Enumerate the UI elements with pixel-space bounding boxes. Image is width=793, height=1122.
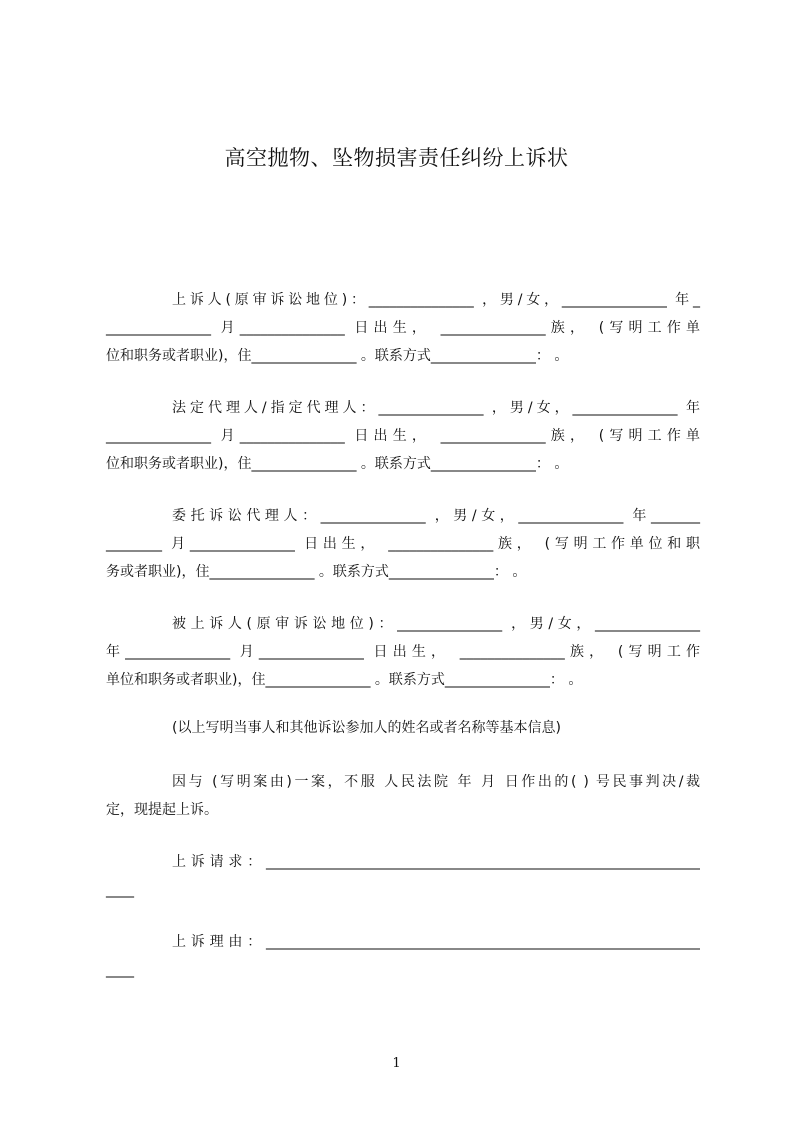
paragraph-line: 务或者职业)，住_______________ 。联系方式_______________： 。 <box>106 564 527 580</box>
document-title: 高空抛物、坠物损害责任纠纷上诉状 <box>224 146 569 170</box>
appeal-request-line: ____ <box>106 882 134 898</box>
appeal-reason-line: 上诉理由：______________________________________________________________ <box>172 934 700 950</box>
paragraph-line: 委托诉讼代理人：_______________ ，男/女，_______________ 年_______ <box>172 508 700 524</box>
page-number: 1 <box>392 1056 401 1071</box>
basic-info-note: (以上写明当事人和其他诉讼参加人的姓名或者名称等基本信息) <box>172 720 561 736</box>
paragraph-line: 年_______________ 月_______________ 日出生， _______________族， (写明工作 <box>106 644 700 660</box>
paragraph-line: 被上诉人(原审诉讼地位)：_______________ ，男/女，_______________ <box>172 616 700 632</box>
paragraph-line: 法定代理人/指定代理人：_______________ ，男/女，_______________ 年 <box>172 400 700 416</box>
paragraph-line: _______________ 月_______________ 日出生， _______________族， (写明工作单 <box>106 428 700 444</box>
paragraph-line: _______________ 月_______________ 日出生， _______________族， (写明工作单 <box>106 320 700 336</box>
paragraph-line: 上诉人(原审诉讼地位)：_______________ ，男/女，_______________ 年_ <box>172 292 700 308</box>
paragraph-line: 因与 (写明案由)一案，不服 人民法院 年 月 日作出的( ) 号民事判决/裁 <box>172 774 700 790</box>
appeal-reason-line: ____ <box>106 962 134 978</box>
paragraph-line: ________ 月_______________ 日出生， _______________族， (写明工作单位和职 <box>106 536 700 552</box>
paragraph-line: 位和职务或者职业)，住_______________ 。联系方式_______________： 。 <box>106 348 569 364</box>
paragraph-line: 位和职务或者职业)，住_______________ 。联系方式_______________： 。 <box>106 456 569 472</box>
paragraph-line: 单位和职务或者职业)，住_______________ 。联系方式_______________： 。 <box>106 672 583 688</box>
paragraph-line: 定，现提起上诉。 <box>106 802 218 818</box>
appeal-request-line: 上诉请求：______________________________________________________________ <box>172 854 700 870</box>
